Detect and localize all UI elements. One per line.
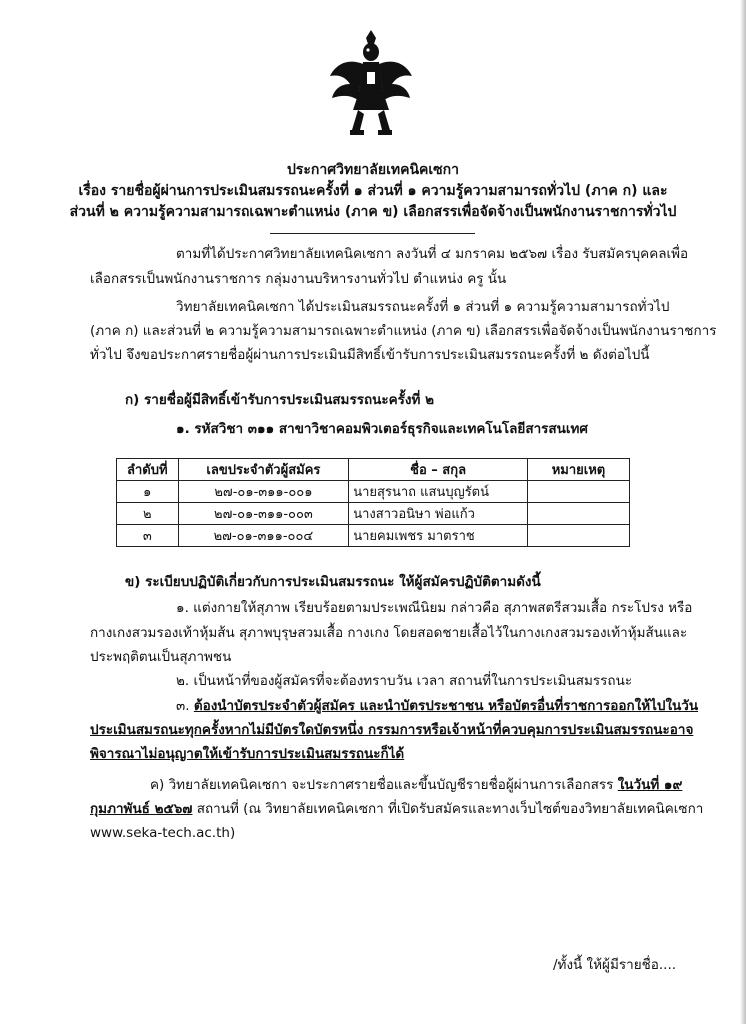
cell-applicant-id: ๒๗-๐๑-๓๑๑-๐๐๔ bbox=[178, 525, 349, 547]
scan-edge bbox=[740, 0, 746, 1024]
cell-remark bbox=[527, 525, 629, 547]
cell-name: นายคมเพชร มาตราช bbox=[349, 525, 528, 547]
col-header-remark: หมายเหตุ bbox=[527, 459, 629, 481]
announcement-title: ประกาศวิทยาลัยเทคนิคเซกา bbox=[286, 162, 460, 178]
rule1-line2: กางเกงสวมรองเท้าหุ้มส้น สุภาพบุรุษสวมเสื้อ กางเกง โดยสอดชายเสื้อไว้ในกางเกงสวมรองเท้าหุ้มส้นและ bbox=[90, 625, 688, 641]
para2-line2: (ภาค ก) และส่วนที่ ๒ ความรู้ความสามารถเฉพาะตำแหน่ง (ภาค ข) เลือกสรรเพื่อจัดจ้างเป็นพนักงานราชการ bbox=[90, 323, 717, 339]
section-a-heading: ก) รายชื่อผู้มีสิทธิ์เข้ารับการประเมินสมรรถนะครั้งที่ ๒ bbox=[125, 392, 434, 408]
announce-date-month: กุมภาพันธ์ ๒๕๖๗ bbox=[90, 801, 193, 817]
table-row bbox=[117, 525, 630, 547]
subject-line-1: เรื่อง รายชื่อผู้ผ่านการประเมินสมรรถนะครั้งที่ ๑ ส่วนที่ ๑ ความรู้ความสามารถทั่วไป (ภาค ก) และ bbox=[78, 183, 668, 199]
cell-applicant-id: ๒๗-๐๑-๓๑๑-๐๐๓ bbox=[178, 503, 349, 525]
cell-order: ๑ bbox=[117, 481, 179, 503]
table-row bbox=[117, 481, 630, 503]
rule3-line3: พิจารณาไม่อนุญาตให้เข้ารับการประเมินสมรรถนะก็ได้ bbox=[90, 746, 405, 762]
subject-line-2: ส่วนที่ ๒ ความรู้ความสามารถเฉพาะตำแหน่ง (ภาค ข) เลือกสรรเพื่อจัดจ้างเป็นพนักงานราชการทั่วไป bbox=[69, 204, 677, 220]
cell-order: ๓ bbox=[117, 525, 179, 547]
cell-remark bbox=[527, 503, 629, 525]
rule3-line1 bbox=[176, 696, 698, 716]
title-divider bbox=[270, 233, 475, 234]
subject-code-heading: ๑. รหัสวิชา ๓๑๑ สาขาวิชาคอมพิวเตอร์ธุรกิจและเทคโนโลยีสารสนเทศ bbox=[176, 421, 588, 437]
section-c-line2 bbox=[90, 799, 703, 819]
section-b-heading: ข) ระเบียบปฏิบัติเกี่ยวกับการประเมินสมรรถนะ ให้ผู้สมัครปฏิบัติตามดังนี้ bbox=[125, 574, 541, 590]
cell-name: นายสุรนาถ แสนบุญรัตน์ bbox=[349, 481, 528, 503]
rule3-number: ๓. bbox=[176, 698, 194, 714]
announce-date-day: ในวันที่ ๑๙ bbox=[617, 777, 683, 793]
section-c-line1 bbox=[150, 775, 682, 795]
rule1-line1: ๑. แต่งกายให้สุภาพ เรียบร้อยตามประเพณีนิยม กล่าวคือ สุภาพสตรีสวมเสื้อ กระโปรง หรือ bbox=[176, 600, 693, 616]
cell-order: ๒ bbox=[117, 503, 179, 525]
col-header-order: ลำดับที่ bbox=[117, 459, 179, 481]
para2-line3: ทั่วไป จึงขอประกาศรายชื่อผู้ผ่านการประเมินมีสิทธิ์เข้ารับการประเมินสมรรถนะครั้งที่ ๒ ดังต่อไปนี้ bbox=[90, 347, 650, 363]
para1-line1: ตามที่ได้ประกาศวิทยาลัยเทคนิคเซกา ลงวันที่ ๔ มกราคม ๒๕๖๗ เรื่อง รับสมัครบุคคลเพื่อ bbox=[176, 246, 689, 262]
section-c-text: ค) วิทยาลัยเทคนิคเซกา จะประกาศรายชื่อและขึ้นบัญชีรายชื่อผู้ผ่านการเลือกสรร bbox=[150, 777, 618, 793]
rule1-line3: ประพฤติตนเป็นสุภาพชน bbox=[90, 649, 232, 665]
table-row bbox=[117, 503, 630, 525]
website-text: www.seka-tech.ac.th) bbox=[90, 825, 236, 841]
para1-line2: เลือกสรรเป็นพนักงานราชการ กลุ่มงานบริหารงานทั่วไป ตำแหน่ง ครู นั้น bbox=[90, 271, 507, 287]
para2-line1: วิทยาลัยเทคนิคเซกา ได้ประเมินสมรรถนะครั้งที่ ๑ ส่วนที่ ๑ ความรู้ความสามารถทั่วไป bbox=[176, 299, 670, 315]
col-header-applicant-id: เลขประจำตัวผู้สมัคร bbox=[178, 459, 349, 481]
table-header-row bbox=[117, 459, 630, 481]
rule3-line2: ประเมินสมรถนะทุกครั้งหากไม่มีบัตรใดบัตรหนึ่ง กรรมการหรือเจ้าหน้าที่ควบคุมการประเมินสมรรถนะอาจ bbox=[90, 722, 694, 738]
col-header-name: ชื่อ – สกุล bbox=[349, 459, 528, 481]
garuda-emblem-icon bbox=[328, 28, 414, 146]
cell-applicant-id: ๒๗-๐๑-๓๑๑-๐๐๑ bbox=[178, 481, 349, 503]
rule3-text: ต้องนำบัตรประจำตัวผู้สมัคร และนำบัตรประชาชน หรือบัตรอื่นที่ราชการออกให้ไปในวัน bbox=[193, 698, 699, 714]
continued-note: /ทั้งนี้ ให้ผู้มีรายชื่อ.... bbox=[553, 957, 677, 973]
cell-remark bbox=[527, 481, 629, 503]
section-c-location: สถานที่ (ณ วิทยาลัยเทคนิคเซกา ที่เปิดรับสมัครและทางเว็บไซต์ของวิทยาลัยเทคนิคเซกา bbox=[192, 801, 704, 817]
cell-name: นางสาวอนิษา พ่อแก้ว bbox=[349, 503, 528, 525]
candidate-table bbox=[116, 458, 630, 547]
rule2: ๒. เป็นหน้าที่ของผู้สมัครที่จะต้องทราบวัน เวลา สถานที่ในการประเมินสมรรถนะ bbox=[176, 673, 633, 689]
